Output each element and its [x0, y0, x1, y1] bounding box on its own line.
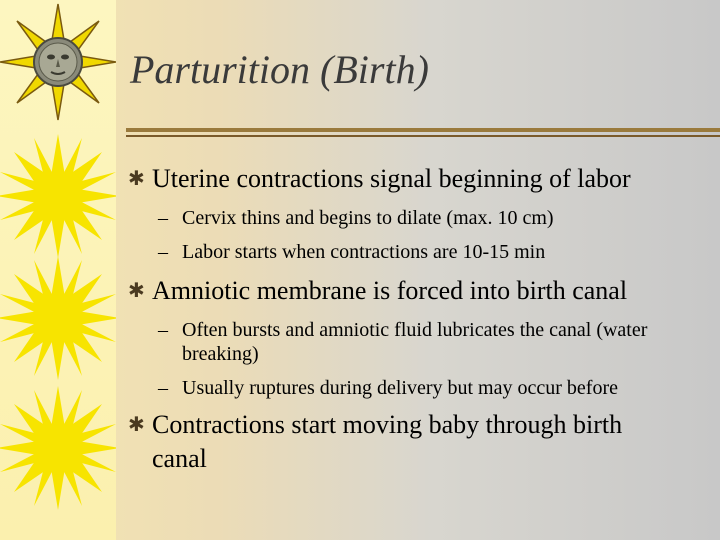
bullet-item: [128, 162, 718, 196]
sub-bullet-item: [128, 376, 718, 400]
slide-title: Parturition (Birth): [130, 47, 429, 92]
sun-icon: [0, 134, 116, 258]
sun-face-icon: [0, 4, 116, 120]
bullet-mark-icon: ✱: [128, 414, 145, 436]
sub-bullet-text: Often bursts and amniotic fluid lubricates the canal (water breaking): [182, 319, 648, 365]
bullet-mark-icon: ✱: [128, 280, 145, 302]
title-divider-thick: [126, 128, 720, 132]
sub-bullet-item: [128, 318, 702, 366]
sub-bullet-text: Usually ruptures during delivery but may occur before: [182, 377, 618, 399]
bullet-text: Amniotic membrane is forced into birth canal: [152, 276, 628, 305]
sun-column: [0, 0, 116, 540]
title-divider-thin: [126, 135, 720, 137]
dash-mark: –: [158, 377, 168, 399]
bullet-mark-icon: ✱: [128, 168, 145, 190]
dash-mark: –: [158, 241, 168, 263]
bullet-text: Uterine contractions signal beginning of labor: [152, 164, 631, 193]
slide-body: [128, 158, 718, 476]
bullet-item: [128, 274, 718, 308]
sub-bullet-text: Labor starts when contractions are 10-15 min: [182, 241, 546, 263]
sub-bullet-text: Cervix thins and begins to dilate (max. 10 cm): [182, 207, 554, 229]
sub-bullet-item: [128, 206, 718, 230]
sun-icon: [0, 386, 116, 510]
dash-mark: –: [158, 319, 168, 341]
sun-icon: [0, 256, 116, 380]
title-divider: [126, 128, 720, 140]
dash-mark: –: [158, 207, 168, 229]
bullet-item: [128, 408, 672, 476]
bullet-text: Contractions start moving baby through birth canal: [152, 410, 623, 473]
sub-bullet-item: [128, 240, 718, 264]
